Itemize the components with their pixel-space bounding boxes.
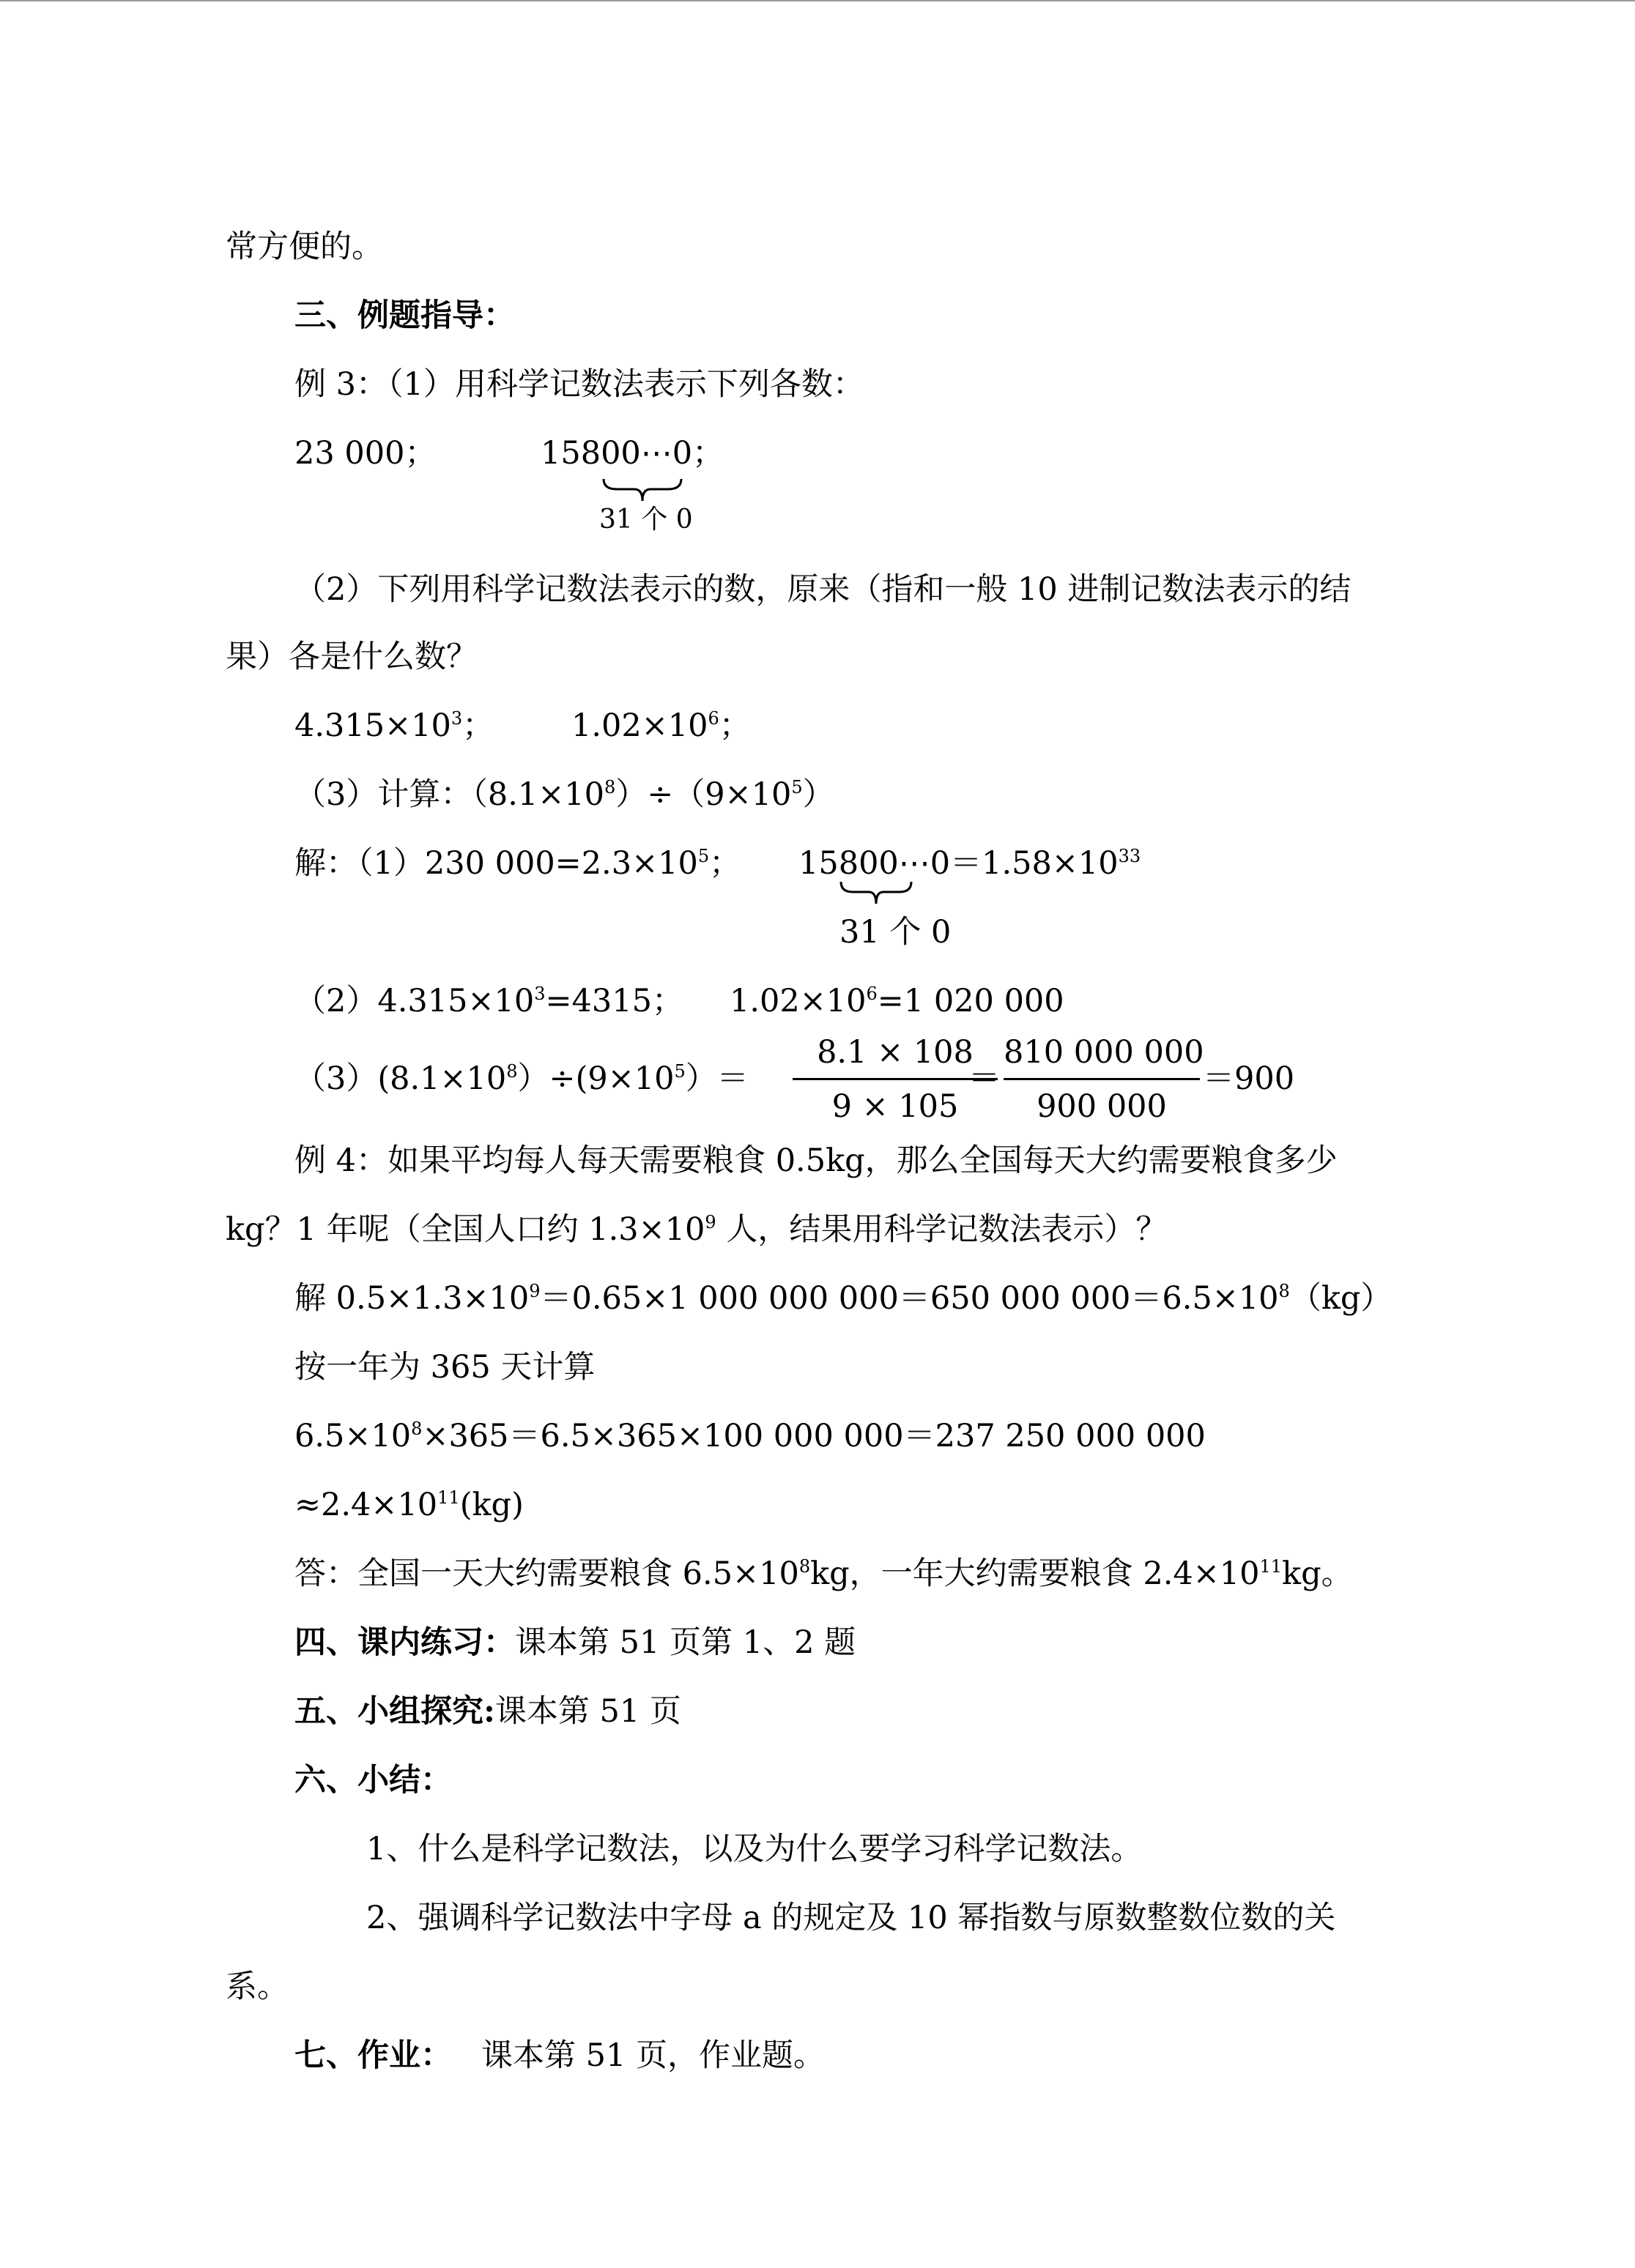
solution3-part2: $(2)4.315\times 10^3=4315$； [294, 983, 683, 1019]
fraction-2-denominator: 900 000 [1037, 1088, 1167, 1125]
section-group-explore: 五、小组探究:课本第 51 页 [294, 1693, 681, 1730]
example4-answer: 答：全国一天大约需要粮食 $6.5\times 10^8kg$，一年大约需要粮食 $2.4\times 10^{11}kg$。 [294, 1555, 1353, 1592]
fraction-1-bar [793, 1078, 998, 1080]
fraction-1-numerator: 8.1 × 108 [817, 1034, 974, 1071]
fraction-1 [793, 1034, 998, 1128]
example3-question1: 例 3：（1）用科学记数法表示下列各数： [294, 366, 864, 403]
equals-sign: ＝ [968, 1060, 1000, 1097]
fraction-2-bar [1004, 1078, 1200, 1080]
underbrace-icon [839, 879, 913, 908]
fraction-2-numerator: 810 000 000 [1004, 1034, 1204, 1071]
example4-question-line2: kg？1 年呢（全国人口约 $1.3\times 10^9$ 人，结果用科学记数法表示）？ [226, 1211, 1168, 1248]
solution3-part1: 解：（1）230 $000=2.3\times 10^5$； [294, 845, 741, 882]
solution3-result: ＝900 [1203, 1060, 1295, 1097]
fraction-2 [1004, 1034, 1204, 1128]
section-homework: 七、作业： 课本第 51 页，作业题。 [294, 2037, 826, 2074]
example3-question2-line2: 果）各是什么数？ [226, 639, 478, 675]
underbrace-icon [602, 476, 683, 505]
summary-item-2-line2: 系。 [226, 1968, 289, 2005]
example4-solution-line1: 解 $0.5\times 1.3\times 10^9=0.65\times 1$ 000 000 000＝650 000 $000=6.5\times 10^8(kg)$ [294, 1280, 1393, 1317]
zeros-count-note: 31 个 0 [599, 505, 693, 535]
example3-question2-items: $4.315\times 10^3$； [294, 707, 494, 744]
example3-number-a: 23 000； [294, 435, 437, 472]
example3-question3: （3）计算：$(8.1\times 10^8)\div(9\times 10^5)$ [294, 776, 834, 813]
example4-solution-line3: $6.5\times 10^8\times 365=6.5\times 365\times 100$ 000 000＝237 250 000 000 [294, 1418, 1206, 1454]
page-top-border [0, 0, 1635, 1]
section-practice: 四、课内练习：课本第 51 页第 1、2 题 [294, 1624, 856, 1661]
example3-question2-line1: （2）下列用科学记数法表示的数，原来（指和一般 10 进制记数法表示的结 [294, 571, 1352, 608]
fraction-1-denominator: 9 × 105 [831, 1088, 959, 1125]
example4-solution-line2: 按一年为 365 天计算 [294, 1349, 596, 1386]
solution3-part2-b: $1.02\times 10^6=1$ 020 000 [730, 983, 1064, 1019]
solution3-part1-b: $15800\cdots 0=1.58\times 10^{33}$ [798, 845, 1141, 882]
example4-solution-line4: $\approx 2.4\times 10^{11}(kg)$ [294, 1487, 524, 1523]
example4-question-line1: 例 4：如果平均每人每天需要粮食 0.5kg，那么全国每天大约需要粮食多少 [294, 1142, 1338, 1179]
section-heading-examples: 三、例题指导： [294, 297, 515, 334]
section-summary-heading: 六、小结： [294, 1762, 452, 1799]
zeros-count-note-2: 31 个 0 [839, 914, 952, 951]
continued-text: 常方便的。 [226, 228, 383, 265]
summary-item-1: 1、什么是科学记数法，以及为什么要学习科学记数法。 [366, 1831, 1143, 1867]
summary-item-2-line1: 2、强调科学记数法中字母 a 的规定及 10 幂指数与原数整数位数的关 [366, 1900, 1336, 1936]
solution3-part3: $(3)(8.1\times 10^8)\div(9\times 10^5)=$ [294, 1060, 749, 1097]
example3-number-b: 15800⋯0； [541, 435, 724, 472]
example3-question2-item-b: $1.02\times 10^6$； [571, 707, 751, 744]
